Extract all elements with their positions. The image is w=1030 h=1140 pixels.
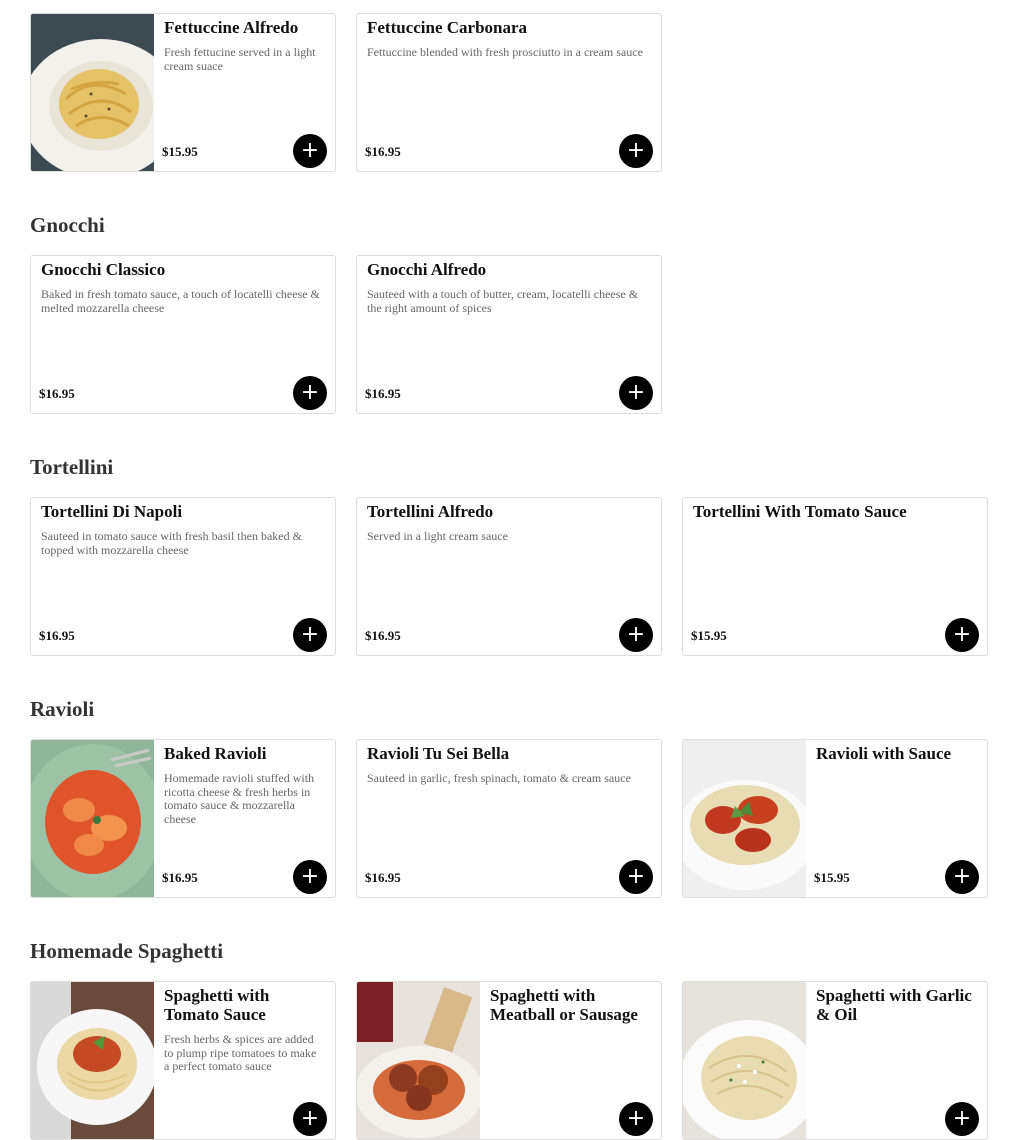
section-title-homemade-spaghetti: Homemade Spaghetti	[30, 939, 224, 963]
add-to-cart-button[interactable]: +	[293, 860, 327, 894]
menu-item-card[interactable]	[356, 981, 662, 1140]
add-to-cart-button[interactable]: +	[945, 618, 979, 652]
item-name: Gnocchi Classico	[41, 260, 166, 279]
item-price: $15.95	[162, 144, 198, 159]
baked-ravioli-photo	[31, 740, 154, 897]
item-name: Fettuccine Carbonara	[367, 18, 528, 37]
item-name: Ravioli Tu Sei Bella	[367, 744, 510, 763]
item-description: Fresh fettucine served in a light cream suace	[164, 45, 316, 73]
add-to-cart-button[interactable]: +	[945, 1102, 979, 1136]
menu-item-card[interactable]	[356, 255, 662, 414]
item-name: Spaghetti with Tomato Sauce	[164, 986, 270, 1024]
menu-item-card[interactable]	[30, 497, 336, 656]
item-description: Homemade ravioli stuffed with ricotta cheese & fresh herbs in tomato sauce & mozzarella cheese	[164, 771, 315, 826]
menu-item-card[interactable]	[682, 981, 988, 1140]
add-to-cart-button[interactable]: +	[293, 1102, 327, 1136]
item-price: $16.95	[39, 628, 75, 643]
add-to-cart-button[interactable]: +	[619, 1102, 653, 1136]
item-price: $16.95	[365, 144, 401, 159]
item-price: $16.95	[39, 386, 75, 401]
menu-item-card[interactable]	[30, 739, 336, 898]
fettuccine-alfredo-photo	[31, 14, 154, 171]
item-price: $16.95	[365, 870, 401, 885]
item-description: Fettuccine blended with fresh prosciutto in a cream sauce	[367, 45, 643, 59]
item-price: $16.95	[162, 870, 198, 885]
menu-item-card[interactable]	[356, 497, 662, 656]
add-to-cart-button[interactable]: +	[619, 618, 653, 652]
menu-item-card[interactable]	[682, 739, 988, 898]
add-to-cart-button[interactable]: +	[293, 134, 327, 168]
item-name: Tortellini Alfredo	[367, 502, 494, 521]
menu-item-card[interactable]	[356, 739, 662, 898]
add-to-cart-button[interactable]: +	[293, 618, 327, 652]
item-name: Gnocchi Alfredo	[367, 260, 487, 279]
add-to-cart-button[interactable]: +	[619, 376, 653, 410]
item-name: Ravioli with Sauce	[816, 744, 952, 763]
item-price: $16.95	[365, 628, 401, 643]
menu-item-card[interactable]	[30, 981, 336, 1140]
item-description: Fresh herbs & spices are added to plump ripe tomatoes to make a perfect tomato sauce	[164, 1032, 317, 1073]
item-name: Baked Ravioli	[164, 744, 267, 763]
item-description: Sauteed in tomato sauce with fresh basil then baked & topped with mozzarella cheese	[41, 529, 302, 557]
item-name: Tortellini Di Napoli	[41, 502, 183, 521]
section-title-ravioli: Ravioli	[30, 697, 95, 721]
spaghetti-meatball-photo	[357, 982, 480, 1139]
item-name: Spaghetti with Meatball or Sausage	[490, 986, 638, 1024]
menu-item-card[interactable]	[30, 13, 336, 172]
spaghetti-garlic-oil-photo	[683, 982, 806, 1139]
spaghetti-tomato-sauce-photo	[31, 982, 154, 1139]
menu-item-card[interactable]	[30, 255, 336, 414]
item-description: Baked in fresh tomato sauce, a touch of locatelli cheese & melted mozzarella cheese	[41, 287, 320, 315]
item-description: Served in a light cream sauce	[367, 529, 508, 543]
menu-item-card[interactable]	[682, 497, 988, 656]
item-name: Tortellini With Tomato Sauce	[693, 502, 907, 521]
item-price: $16.95	[365, 386, 401, 401]
item-name: Fettuccine Alfredo	[164, 18, 299, 37]
item-price: $15.95	[691, 628, 727, 643]
item-description: Sauteed in garlic, fresh spinach, tomato & cream sauce	[367, 771, 631, 785]
item-name: Spaghetti with Garlic & Oil	[816, 986, 972, 1024]
item-description: Sauteed with a touch of butter, cream, locatelli cheese & the right amount of spices	[367, 287, 639, 315]
menu-item-card[interactable]	[356, 13, 662, 172]
item-price: $15.95	[814, 870, 850, 885]
ravioli-with-sauce-photo	[683, 740, 806, 897]
add-to-cart-button[interactable]: +	[619, 134, 653, 168]
add-to-cart-button[interactable]: +	[619, 860, 653, 894]
add-to-cart-button[interactable]: +	[945, 860, 979, 894]
add-to-cart-button[interactable]: +	[293, 376, 327, 410]
section-title-gnocchi: Gnocchi	[30, 213, 105, 237]
section-title-tortellini: Tortellini	[30, 455, 114, 479]
